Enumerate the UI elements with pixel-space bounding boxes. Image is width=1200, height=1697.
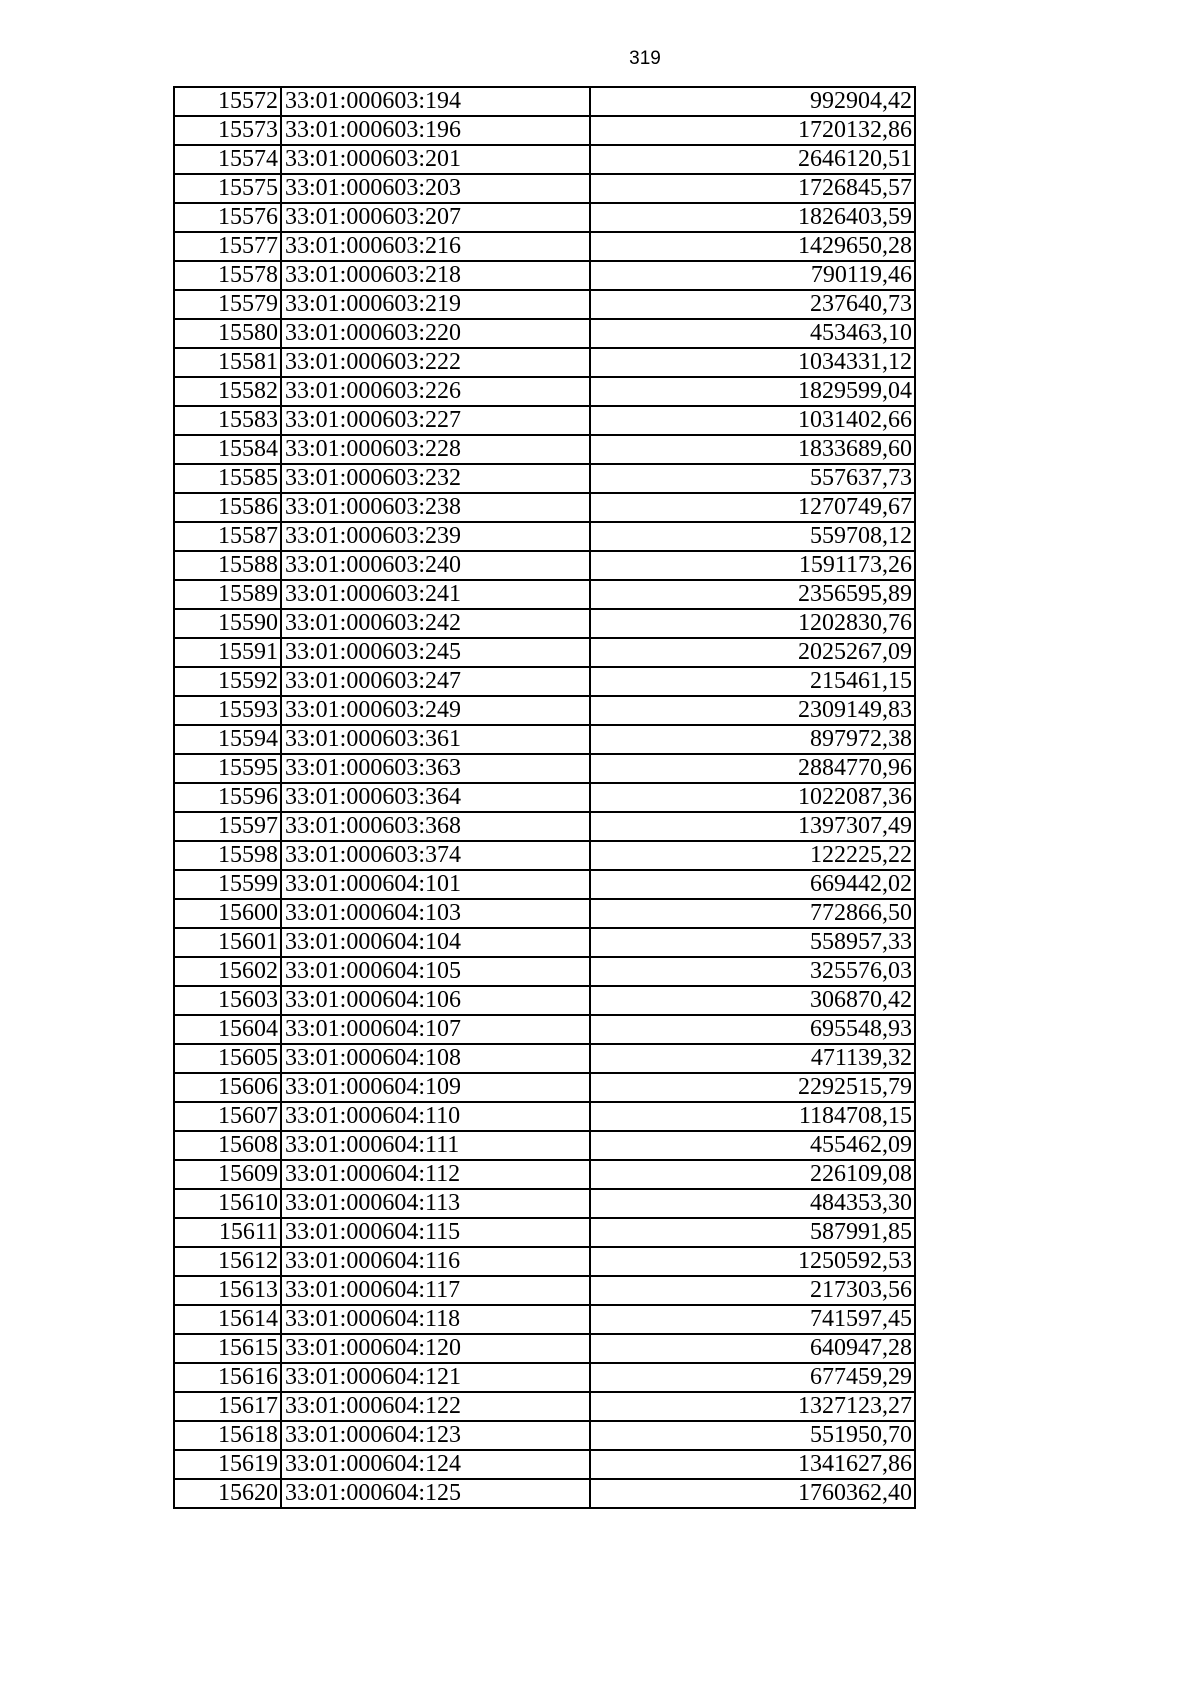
row-number-cell: 15606 xyxy=(174,1073,281,1102)
row-number-cell: 15590 xyxy=(174,609,281,638)
cadastral-value-cell: 790119,46 xyxy=(590,261,915,290)
row-number-cell: 15605 xyxy=(174,1044,281,1073)
page-number: 319 xyxy=(629,48,661,69)
cadastral-value-cell: 587991,85 xyxy=(590,1218,915,1247)
row-number-cell: 15599 xyxy=(174,870,281,899)
cadastral-number-cell: 33:01:000603:228 xyxy=(281,435,590,464)
cadastral-number-cell: 33:01:000604:110 xyxy=(281,1102,590,1131)
cadastral-value-cell: 897972,38 xyxy=(590,725,915,754)
cadastral-value-cell: 557637,73 xyxy=(590,464,915,493)
table-row xyxy=(174,87,915,116)
cadastral-number-cell: 33:01:000603:241 xyxy=(281,580,590,609)
cadastral-number-cell: 33:01:000603:220 xyxy=(281,319,590,348)
table-row xyxy=(174,1073,915,1102)
cadastral-number-cell: 33:01:000604:105 xyxy=(281,957,590,986)
table-row xyxy=(174,841,915,870)
table-row xyxy=(174,116,915,145)
row-number-cell: 15610 xyxy=(174,1189,281,1218)
table-row xyxy=(174,203,915,232)
row-number-cell: 15579 xyxy=(174,290,281,319)
cadastral-number-cell: 33:01:000603:203 xyxy=(281,174,590,203)
table-row xyxy=(174,1421,915,1450)
row-number-cell: 15602 xyxy=(174,957,281,986)
cadastral-number-cell: 33:01:000604:118 xyxy=(281,1305,590,1334)
row-number-cell: 15587 xyxy=(174,522,281,551)
cadastral-value-cell: 1397307,49 xyxy=(590,812,915,841)
row-number-cell: 15614 xyxy=(174,1305,281,1334)
cadastral-value-cell: 471139,32 xyxy=(590,1044,915,1073)
row-number-cell: 15592 xyxy=(174,667,281,696)
cadastral-number-cell: 33:01:000603:232 xyxy=(281,464,590,493)
table-row xyxy=(174,957,915,986)
table-row xyxy=(174,609,915,638)
cadastral-value-cell: 122225,22 xyxy=(590,841,915,870)
cadastral-value-cell: 1720132,86 xyxy=(590,116,915,145)
row-number-cell: 15577 xyxy=(174,232,281,261)
table-row xyxy=(174,1102,915,1131)
cadastral-number-cell: 33:01:000603:245 xyxy=(281,638,590,667)
cadastral-value-cell: 226109,08 xyxy=(590,1160,915,1189)
cadastral-value-cell: 1034331,12 xyxy=(590,348,915,377)
row-number-cell: 15594 xyxy=(174,725,281,754)
row-number-cell: 15604 xyxy=(174,1015,281,1044)
table-row xyxy=(174,725,915,754)
cadastral-value-cell: 1826403,59 xyxy=(590,203,915,232)
cadastral-value-cell: 237640,73 xyxy=(590,290,915,319)
cadastral-number-cell: 33:01:000604:123 xyxy=(281,1421,590,1450)
table-row xyxy=(174,348,915,377)
cadastral-number-cell: 33:01:000603:196 xyxy=(281,116,590,145)
row-number-cell: 15611 xyxy=(174,1218,281,1247)
cadastral-value-cell: 484353,30 xyxy=(590,1189,915,1218)
cadastral-value-cell: 1341627,86 xyxy=(590,1450,915,1479)
table-row xyxy=(174,290,915,319)
table-row xyxy=(174,261,915,290)
cadastral-value-cell: 1202830,76 xyxy=(590,609,915,638)
cadastral-number-cell: 33:01:000603:222 xyxy=(281,348,590,377)
table-row xyxy=(174,1276,915,1305)
cadastral-value-cell: 741597,45 xyxy=(590,1305,915,1334)
table-row xyxy=(174,1189,915,1218)
row-number-cell: 15607 xyxy=(174,1102,281,1131)
table-row xyxy=(174,783,915,812)
table-row xyxy=(174,580,915,609)
cadastral-value-cell: 1031402,66 xyxy=(590,406,915,435)
table-row xyxy=(174,1015,915,1044)
cadastral-value-cell: 669442,02 xyxy=(590,870,915,899)
row-number-cell: 15582 xyxy=(174,377,281,406)
cadastral-value-cell: 455462,09 xyxy=(590,1131,915,1160)
row-number-cell: 15578 xyxy=(174,261,281,290)
row-number-cell: 15603 xyxy=(174,986,281,1015)
row-number-cell: 15596 xyxy=(174,783,281,812)
table-row xyxy=(174,522,915,551)
table-row xyxy=(174,1392,915,1421)
cadastral-number-cell: 33:01:000603:238 xyxy=(281,493,590,522)
row-number-cell: 15575 xyxy=(174,174,281,203)
cadastral-number-cell: 33:01:000604:116 xyxy=(281,1247,590,1276)
cadastral-number-cell: 33:01:000604:107 xyxy=(281,1015,590,1044)
row-number-cell: 15589 xyxy=(174,580,281,609)
table-row xyxy=(174,1305,915,1334)
row-number-cell: 15598 xyxy=(174,841,281,870)
cadastral-number-cell: 33:01:000603:226 xyxy=(281,377,590,406)
cadastral-number-cell: 33:01:000603:361 xyxy=(281,725,590,754)
table-row xyxy=(174,1247,915,1276)
cadastral-value-cell: 1833689,60 xyxy=(590,435,915,464)
row-number-cell: 15597 xyxy=(174,812,281,841)
table-row xyxy=(174,696,915,725)
row-number-cell: 15591 xyxy=(174,638,281,667)
row-number-cell: 15581 xyxy=(174,348,281,377)
cadastral-value-cell: 2292515,79 xyxy=(590,1073,915,1102)
cadastral-value-cell: 1250592,53 xyxy=(590,1247,915,1276)
row-number-cell: 15608 xyxy=(174,1131,281,1160)
cadastral-number-cell: 33:01:000603:227 xyxy=(281,406,590,435)
table-row xyxy=(174,377,915,406)
table-row xyxy=(174,1479,915,1508)
row-number-cell: 15616 xyxy=(174,1363,281,1392)
row-number-cell: 15586 xyxy=(174,493,281,522)
row-number-cell: 15580 xyxy=(174,319,281,348)
table-row xyxy=(174,754,915,783)
cadastral-value-cell: 559708,12 xyxy=(590,522,915,551)
row-number-cell: 15609 xyxy=(174,1160,281,1189)
cadastral-value-cell: 772866,50 xyxy=(590,899,915,928)
row-number-cell: 15588 xyxy=(174,551,281,580)
row-number-cell: 15593 xyxy=(174,696,281,725)
row-number-cell: 15620 xyxy=(174,1479,281,1508)
cadastral-number-cell: 33:01:000603:242 xyxy=(281,609,590,638)
cadastral-number-cell: 33:01:000603:249 xyxy=(281,696,590,725)
row-number-cell: 15615 xyxy=(174,1334,281,1363)
cadastral-number-cell: 33:01:000603:218 xyxy=(281,261,590,290)
cadastral-number-cell: 33:01:000604:101 xyxy=(281,870,590,899)
row-number-cell: 15612 xyxy=(174,1247,281,1276)
cadastral-value-cell: 2025267,09 xyxy=(590,638,915,667)
cadastral-value-cell: 2646120,51 xyxy=(590,145,915,174)
table-row xyxy=(174,1450,915,1479)
row-number-cell: 15585 xyxy=(174,464,281,493)
cadastral-number-cell: 33:01:000603:239 xyxy=(281,522,590,551)
cadastral-value-cell: 1327123,27 xyxy=(590,1392,915,1421)
table-row xyxy=(174,1363,915,1392)
cadastral-number-cell: 33:01:000604:117 xyxy=(281,1276,590,1305)
cadastral-number-cell: 33:01:000603:194 xyxy=(281,87,590,116)
table-row xyxy=(174,667,915,696)
cadastral-number-cell: 33:01:000603:201 xyxy=(281,145,590,174)
cadastral-value-cell: 1022087,36 xyxy=(590,783,915,812)
cadastral-value-cell: 215461,15 xyxy=(590,667,915,696)
table-row xyxy=(174,899,915,928)
cadastral-number-cell: 33:01:000604:108 xyxy=(281,1044,590,1073)
cadastral-number-cell: 33:01:000604:121 xyxy=(281,1363,590,1392)
cadastral-value-table xyxy=(173,86,916,1509)
table-row xyxy=(174,145,915,174)
cadastral-value-cell: 1760362,40 xyxy=(590,1479,915,1508)
cadastral-value-cell: 2309149,83 xyxy=(590,696,915,725)
table-row xyxy=(174,319,915,348)
cadastral-value-cell: 2356595,89 xyxy=(590,580,915,609)
cadastral-value-cell: 1184708,15 xyxy=(590,1102,915,1131)
table-row xyxy=(174,1160,915,1189)
cadastral-number-cell: 33:01:000603:374 xyxy=(281,841,590,870)
table-row xyxy=(174,1218,915,1247)
cadastral-number-cell: 33:01:000603:216 xyxy=(281,232,590,261)
table-row xyxy=(174,551,915,580)
row-number-cell: 15613 xyxy=(174,1276,281,1305)
row-number-cell: 15600 xyxy=(174,899,281,928)
cadastral-value-cell: 640947,28 xyxy=(590,1334,915,1363)
cadastral-number-cell: 33:01:000604:104 xyxy=(281,928,590,957)
cadastral-value-cell: 1429650,28 xyxy=(590,232,915,261)
cadastral-value-cell: 992904,42 xyxy=(590,87,915,116)
cadastral-value-cell: 1829599,04 xyxy=(590,377,915,406)
cadastral-number-cell: 33:01:000603:364 xyxy=(281,783,590,812)
cadastral-number-cell: 33:01:000603:240 xyxy=(281,551,590,580)
cadastral-number-cell: 33:01:000603:219 xyxy=(281,290,590,319)
cadastral-number-cell: 33:01:000603:368 xyxy=(281,812,590,841)
table-row xyxy=(174,1044,915,1073)
table-row xyxy=(174,174,915,203)
table-row xyxy=(174,812,915,841)
cadastral-number-cell: 33:01:000604:120 xyxy=(281,1334,590,1363)
row-number-cell: 15601 xyxy=(174,928,281,957)
cadastral-number-cell: 33:01:000604:112 xyxy=(281,1160,590,1189)
table-row xyxy=(174,870,915,899)
cadastral-number-cell: 33:01:000603:363 xyxy=(281,754,590,783)
table-row xyxy=(174,638,915,667)
cadastral-number-cell: 33:01:000604:103 xyxy=(281,899,590,928)
table-row xyxy=(174,464,915,493)
table-body xyxy=(174,87,915,1508)
cadastral-number-cell: 33:01:000604:125 xyxy=(281,1479,590,1508)
row-number-cell: 15574 xyxy=(174,145,281,174)
cadastral-number-cell: 33:01:000604:113 xyxy=(281,1189,590,1218)
cadastral-value-cell: 558957,33 xyxy=(590,928,915,957)
cadastral-number-cell: 33:01:000604:122 xyxy=(281,1392,590,1421)
table-row xyxy=(174,435,915,464)
table-row xyxy=(174,1131,915,1160)
table-row xyxy=(174,406,915,435)
cadastral-number-cell: 33:01:000604:115 xyxy=(281,1218,590,1247)
table-row xyxy=(174,928,915,957)
cadastral-value-cell: 217303,56 xyxy=(590,1276,915,1305)
row-number-cell: 15619 xyxy=(174,1450,281,1479)
cadastral-value-cell: 1270749,67 xyxy=(590,493,915,522)
table-row xyxy=(174,232,915,261)
table-row xyxy=(174,493,915,522)
cadastral-number-cell: 33:01:000604:106 xyxy=(281,986,590,1015)
table-row xyxy=(174,986,915,1015)
cadastral-value-cell: 1591173,26 xyxy=(590,551,915,580)
table-row xyxy=(174,1334,915,1363)
row-number-cell: 15576 xyxy=(174,203,281,232)
cadastral-value-cell: 453463,10 xyxy=(590,319,915,348)
cadastral-value-cell: 1726845,57 xyxy=(590,174,915,203)
cadastral-value-cell: 325576,03 xyxy=(590,957,915,986)
row-number-cell: 15583 xyxy=(174,406,281,435)
cadastral-number-cell: 33:01:000604:124 xyxy=(281,1450,590,1479)
cadastral-number-cell: 33:01:000603:207 xyxy=(281,203,590,232)
row-number-cell: 15595 xyxy=(174,754,281,783)
row-number-cell: 15618 xyxy=(174,1421,281,1450)
row-number-cell: 15617 xyxy=(174,1392,281,1421)
row-number-cell: 15584 xyxy=(174,435,281,464)
cadastral-value-cell: 677459,29 xyxy=(590,1363,915,1392)
cadastral-number-cell: 33:01:000604:109 xyxy=(281,1073,590,1102)
cadastral-value-cell: 695548,93 xyxy=(590,1015,915,1044)
cadastral-value-cell: 306870,42 xyxy=(590,986,915,1015)
cadastral-value-cell: 551950,70 xyxy=(590,1421,915,1450)
cadastral-number-cell: 33:01:000603:247 xyxy=(281,667,590,696)
cadastral-value-cell: 2884770,96 xyxy=(590,754,915,783)
cadastral-number-cell: 33:01:000604:111 xyxy=(281,1131,590,1160)
row-number-cell: 15573 xyxy=(174,116,281,145)
row-number-cell: 15572 xyxy=(174,87,281,116)
